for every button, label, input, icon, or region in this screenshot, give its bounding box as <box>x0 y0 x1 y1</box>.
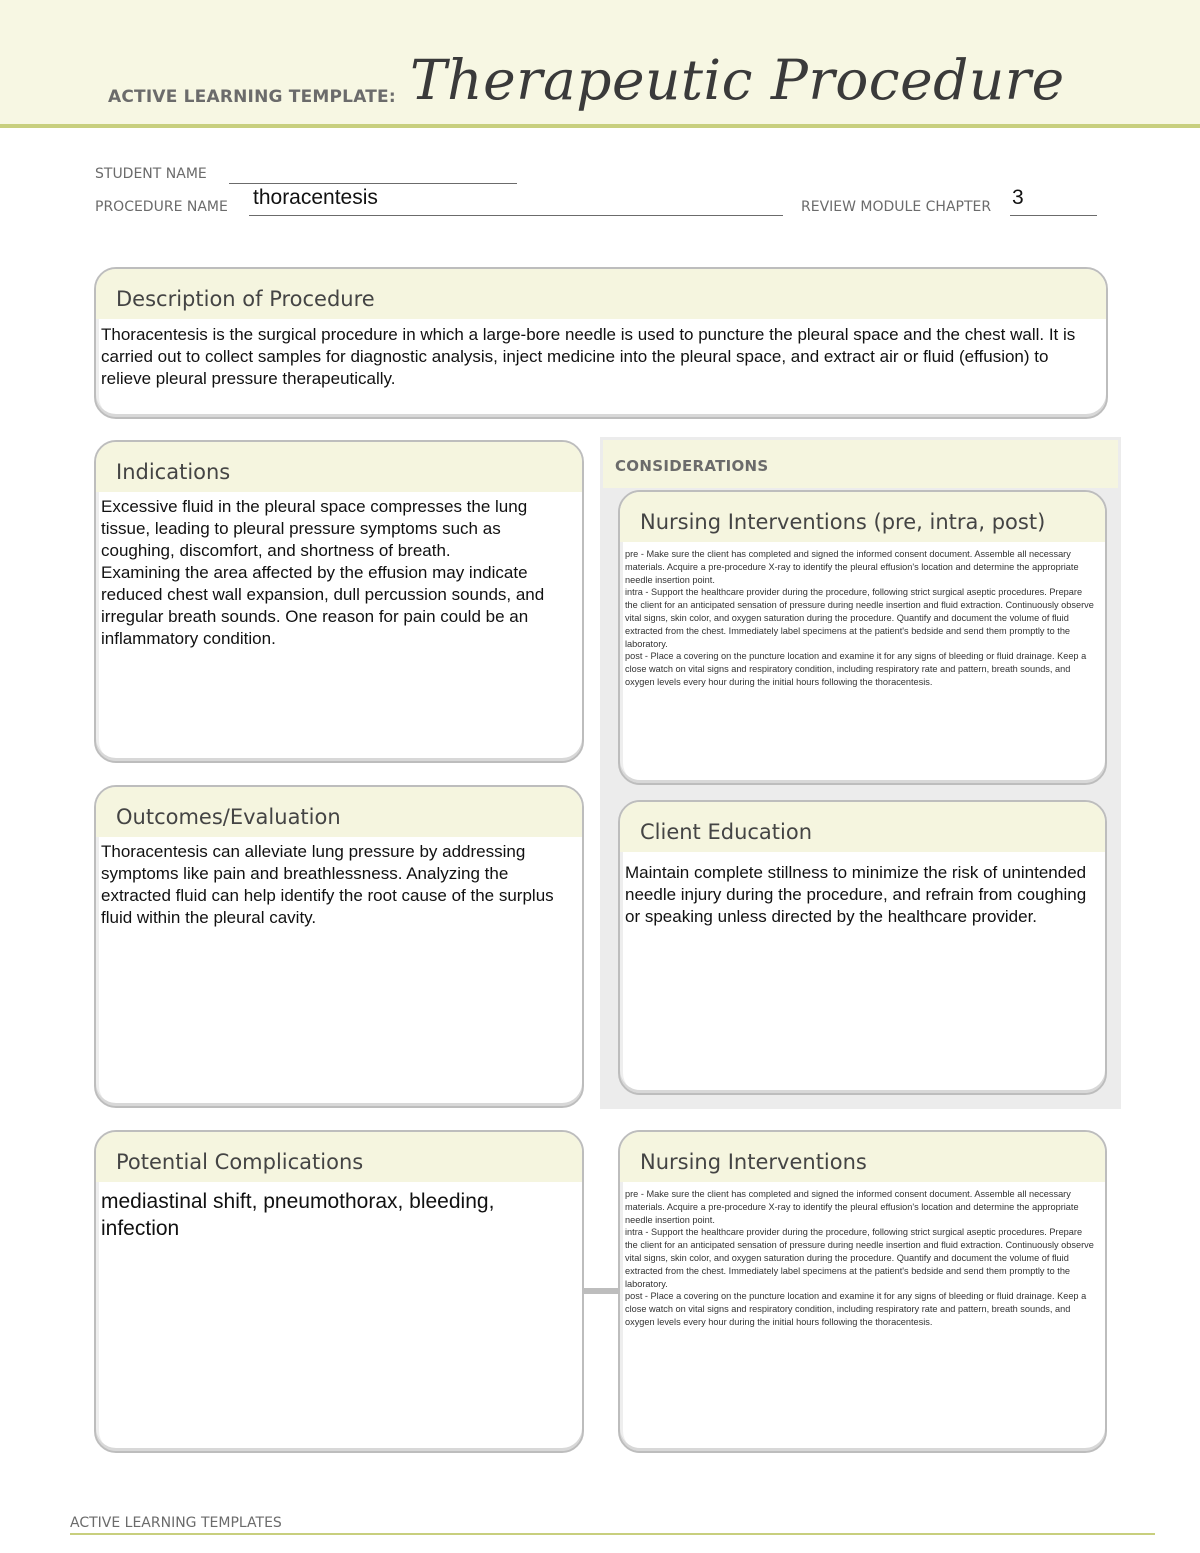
complications-header <box>96 1132 582 1182</box>
review-module-field[interactable] <box>1010 215 1097 216</box>
outcomes-text[interactable]: Thoracentesis can alleviate lung pressure by addressing symptoms like pain and breathlessness. Analyzing the extracted fluid can help identify the root cause of the surplus fluid within the pleural cavity. <box>101 842 554 927</box>
outcomes-header <box>96 787 582 837</box>
outcomes-box <box>94 785 584 1108</box>
review-module-value: 3 <box>1012 186 1024 209</box>
complications-text[interactable]: mediastinal shift, pneumothorax, bleeding, infection <box>101 1190 495 1240</box>
nursing-interventions-text[interactable]: pre - Make sure the client has completed and signed the informed consent document. Assemble all necessary materials. Acquire a pre-procedure X-ray to identify the pleural effusion's location and determine the appropriate needle insertion point. intra - Support the healthcare provider during the procedure, following strict surgical aseptic procedures. Prepare the client for an anticipated sensation of pressure during needle insertion and fluid extraction. Continuously observe vital signs, skin color, and oxygen saturation during the procedure. Quantify and document the volume of fluid extracted from the chest. Immediately label specimens at the patient's bedside and send them promptly to the laboratory. post - Place a covering on the puncture location and examine it for any signs of bleeding or fluid drainage. Keep a close watch on vital signs and respiratory condition, including respiratory rate and pattern, breath sounds, and oxygen levels every hour during the initial hours following the thoracentesis. <box>625 1189 1094 1327</box>
indications-box <box>94 440 584 763</box>
nursing-interventions-title: Nursing Interventions <box>640 1150 867 1174</box>
template-label: ACTIVE LEARNING TEMPLATE: <box>108 87 396 107</box>
procedure-name-value: thoracentesis <box>253 186 378 209</box>
procedure-name-field[interactable] <box>249 215 783 216</box>
description-header <box>96 269 1106 319</box>
description-text[interactable]: Thoracentesis is the surgical procedure in which a large-bore needle is used to puncture the pleural space and the chest wall. It is carried out to collect samples for diagnostic analysis, inject medicine into the pleural space, and extract air or fluid (effusion) to relieve pleural pressure therapeutically. <box>101 325 1076 388</box>
review-module-label: REVIEW MODULE CHAPTER <box>801 199 992 215</box>
nursing-interventions-ppp-header <box>620 492 1105 542</box>
indications-text[interactable]: Excessive fluid in the pleural space compresses the lung tissue, leading to pleural pressure symptoms such as coughing, discomfort, and shortness of breath. Examining the area affected by the effusion may indicate reduced chest wall expansion, dull percussion sounds, and irregular breath sounds. One reason for pain could be an inflammatory condition. <box>101 497 545 648</box>
procedure-name-label: PROCEDURE NAME <box>95 199 228 215</box>
client-education-header <box>620 802 1105 852</box>
client-education-box <box>618 800 1107 1095</box>
student-name-label: STUDENT NAME <box>95 166 207 182</box>
client-education-text[interactable]: Maintain complete stillness to minimize the risk of unintended needle injury during the procedure, and refrain from coughing or speaking unless directed by the healthcare provider. <box>625 863 1087 926</box>
client-education-title: Client Education <box>640 820 813 844</box>
box-connector <box>583 1288 621 1294</box>
description-box <box>94 267 1108 419</box>
footer-rule <box>70 1533 1155 1535</box>
nursing-interventions-ppp-title: Nursing Interventions (pre, intra, post) <box>640 510 1046 534</box>
considerations-title: CONSIDERATIONS <box>615 457 769 475</box>
complications-title: Potential Complications <box>116 1150 364 1174</box>
indications-header <box>96 442 582 492</box>
nursing-interventions-header <box>620 1132 1105 1182</box>
indications-title: Indications <box>116 460 231 484</box>
footer-text: ACTIVE LEARNING TEMPLATES <box>70 1515 282 1531</box>
description-title: Description of Procedure <box>116 287 375 311</box>
nursing-interventions-ppp-box <box>618 490 1107 785</box>
nursing-interventions-ppp-text[interactable]: pre - Make sure the client has completed and signed the informed consent document. Assemble all necessary materials. Acquire a pre-procedure X-ray to identify the pleural effusion's location and determine the appropriate needle insertion point. intra - Support the healthcare provider during the procedure, following strict surgical aseptic procedures. Prepare the client for an anticipated sensation of pressure during needle insertion and fluid extraction. Continuously observe vital signs, skin color, and oxygen saturation during the procedure. Quantify and document the volume of fluid extracted from the chest. Immediately label specimens at the patient's bedside and send them promptly to the laboratory. post - Place a covering on the puncture location and examine it for any signs of bleeding or fluid drainage. Keep a close watch on vital signs and respiratory condition, including respiratory rate and pattern, breath sounds, and oxygen levels every hour during the initial hours following the thoracentesis. <box>625 549 1094 687</box>
complications-box <box>94 1130 584 1453</box>
outcomes-title: Outcomes/Evaluation <box>116 805 341 829</box>
nursing-interventions-box <box>618 1130 1107 1453</box>
student-name-field[interactable] <box>229 183 517 184</box>
page-title: Therapeutic Procedure <box>410 48 1065 112</box>
